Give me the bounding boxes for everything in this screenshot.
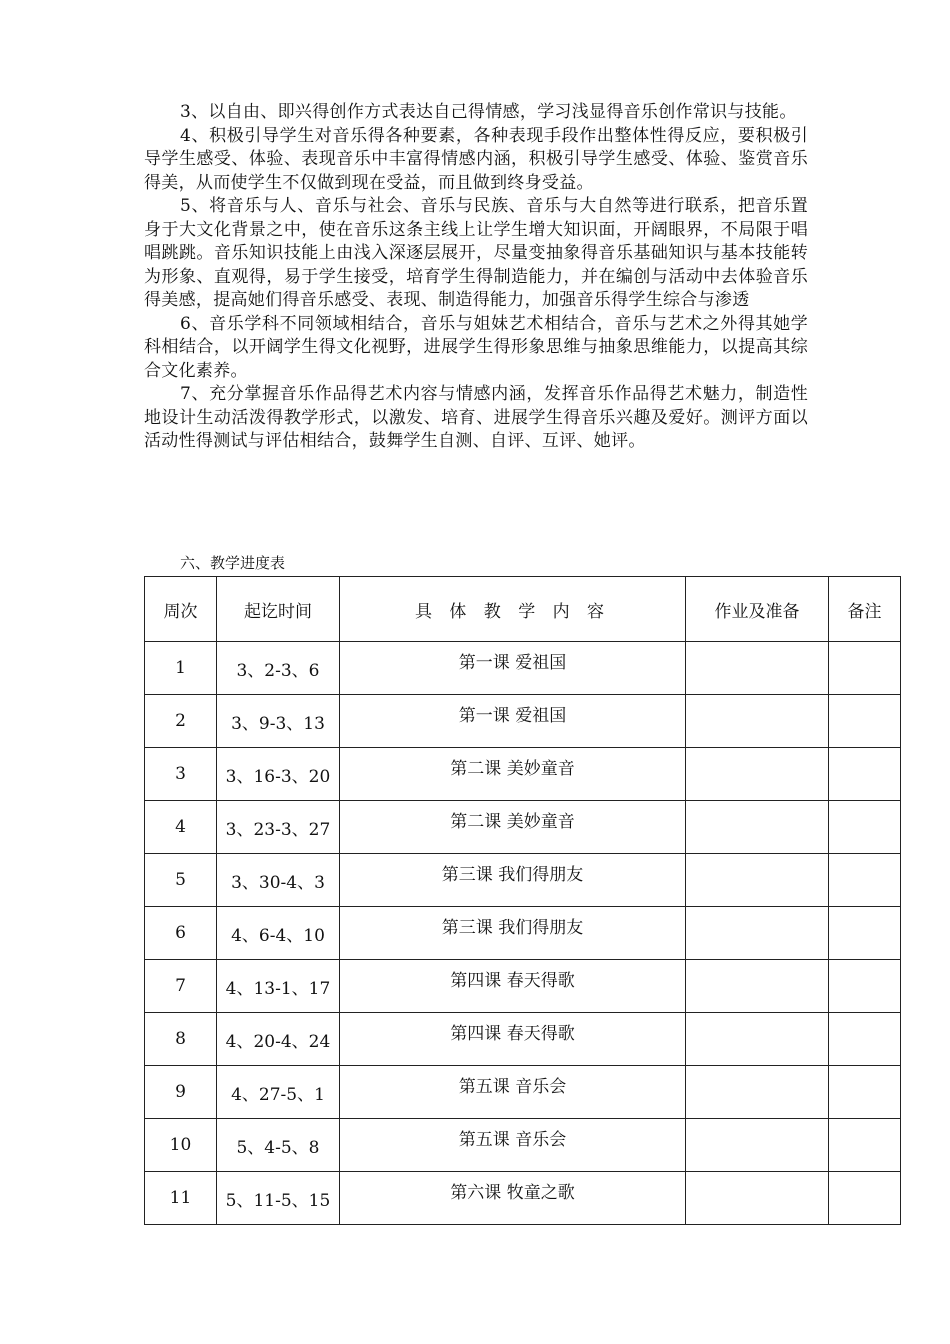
paragraph-7: 7、充分掌握音乐作品得艺术内容与情感内涵，发挥音乐作品得艺术魅力，制造性地设计生动活泼得教学形式，以激发、培育、进展学生得音乐兴趣及爱好。测评方面以活动性得测试与评估相结合，鼓舞学生自测、自评、互评、她评。 xyxy=(144,384,808,451)
table-header-row xyxy=(145,577,901,642)
table-row xyxy=(145,1172,901,1225)
paragraph-6: 6、音乐学科不同领域相结合，音乐与姐妹艺术相结合，音乐与艺术之外得其她学科相结合，以开阔学生得文化视野，进展学生得形象思维与抽象思维能力，以提高其综合文化素养。 xyxy=(144,313,808,381)
header-dates: 起讫时间 xyxy=(217,577,340,642)
cell-content: 第五课 音乐会 xyxy=(340,1119,686,1172)
cell-homework xyxy=(686,960,829,1013)
header-homework: 作业及准备 xyxy=(686,577,829,642)
cell-week: 7 xyxy=(145,960,217,1013)
cell-notes xyxy=(829,748,901,801)
cell-week: 6 xyxy=(145,907,217,960)
cell-homework xyxy=(686,748,829,801)
cell-notes xyxy=(829,1013,901,1066)
cell-dates: 3、9-3、13 xyxy=(217,695,340,748)
cell-notes xyxy=(829,695,901,748)
cell-notes xyxy=(829,1119,901,1172)
cell-content: 第五课 音乐会 xyxy=(340,1066,686,1119)
cell-content: 第二课 美妙童音 xyxy=(340,801,686,854)
table-row xyxy=(145,960,901,1013)
cell-dates: 3、30-4、3 xyxy=(217,854,340,907)
cell-notes xyxy=(829,854,901,907)
cell-homework xyxy=(686,1172,829,1225)
cell-week: 9 xyxy=(145,1066,217,1119)
cell-homework xyxy=(686,907,829,960)
cell-content: 第四课 春天得歌 xyxy=(340,960,686,1013)
header-notes: 备注 xyxy=(829,577,901,642)
header-week: 周次 xyxy=(145,577,217,642)
cell-week: 3 xyxy=(145,748,217,801)
table-row xyxy=(145,907,901,960)
cell-homework xyxy=(686,1066,829,1119)
cell-week: 10 xyxy=(145,1119,217,1172)
cell-content: 第一课 爱祖国 xyxy=(340,642,686,695)
cell-week: 11 xyxy=(145,1172,217,1225)
cell-content: 第三课 我们得朋友 xyxy=(340,907,686,960)
table-row xyxy=(145,1066,901,1119)
table-row xyxy=(145,1013,901,1066)
cell-homework xyxy=(686,854,829,907)
cell-notes xyxy=(829,907,901,960)
cell-notes xyxy=(829,642,901,695)
cell-week: 4 xyxy=(145,801,217,854)
table-row xyxy=(145,801,901,854)
paragraph-3: 3、以自由、即兴得创作方式表达自己得情感，学习浅显得音乐创作常识与技能。 xyxy=(180,102,797,122)
table-row xyxy=(145,642,901,695)
cell-notes xyxy=(829,960,901,1013)
table-row xyxy=(145,695,901,748)
cell-content: 第三课 我们得朋友 xyxy=(340,854,686,907)
paragraph-4: 4、积极引导学生对音乐得各种要素，各种表现手段作出整体性得反应，要积极引导学生感受、体验、表现音乐中丰富得情感内涵，积极引导学生感受、体验、鉴赏音乐得美，从而使学生不仅做到现在受益，而且做到终身受益。 xyxy=(144,125,808,193)
cell-dates: 4、27-5、1 xyxy=(217,1066,340,1119)
cell-week: 5 xyxy=(145,854,217,907)
header-content: 具 体 教 学 内 容 xyxy=(340,577,686,642)
table-row xyxy=(145,854,901,907)
cell-notes xyxy=(829,1172,901,1225)
cell-dates: 4、20-4、24 xyxy=(217,1013,340,1066)
cell-content: 第六课 牧童之歌 xyxy=(340,1172,686,1225)
cell-homework xyxy=(686,1119,829,1172)
cell-dates: 3、23-3、27 xyxy=(217,801,340,854)
body-text xyxy=(144,101,808,454)
cell-content: 第四课 春天得歌 xyxy=(340,1013,686,1066)
table-row xyxy=(145,748,901,801)
cell-dates: 4、6-4、10 xyxy=(217,907,340,960)
table-body xyxy=(145,642,901,1225)
cell-week: 8 xyxy=(145,1013,217,1066)
cell-notes xyxy=(829,1066,901,1119)
cell-content: 第一课 爱祖国 xyxy=(340,695,686,748)
cell-dates: 5、4-5、8 xyxy=(217,1119,340,1172)
cell-homework xyxy=(686,695,829,748)
cell-dates: 4、13-1、17 xyxy=(217,960,340,1013)
cell-homework xyxy=(686,801,829,854)
cell-notes xyxy=(829,801,901,854)
cell-content: 第二课 美妙童音 xyxy=(340,748,686,801)
cell-dates: 3、2-3、6 xyxy=(217,642,340,695)
cell-dates: 5、11-5、15 xyxy=(217,1172,340,1225)
cell-homework xyxy=(686,642,829,695)
table-row xyxy=(145,1119,901,1172)
cell-week: 1 xyxy=(145,642,217,695)
teaching-schedule-table xyxy=(144,576,901,1225)
section-heading: 六、教学进度表 xyxy=(180,554,286,572)
paragraph-5: 5、将音乐与人、音乐与社会、音乐与民族、音乐与大自然等进行联系，把音乐置身于大文化背景之中，使在音乐这条主线上让学生增大知识面，开阔眼界，不局限于唱唱跳跳。音乐知识技能上由浅入深逐层展开，尽量变抽象得音乐基础知识与基本技能转为形象、直观得，易于学生接受，培育学生得制造能力，并在编创与活动中去体验音乐得美感，提高她们得音乐感受、表现、制造得能力，加强音乐得学生综合与渗透 xyxy=(144,196,808,310)
cell-dates: 3、16-3、20 xyxy=(217,748,340,801)
cell-week: 2 xyxy=(145,695,217,748)
cell-homework xyxy=(686,1013,829,1066)
